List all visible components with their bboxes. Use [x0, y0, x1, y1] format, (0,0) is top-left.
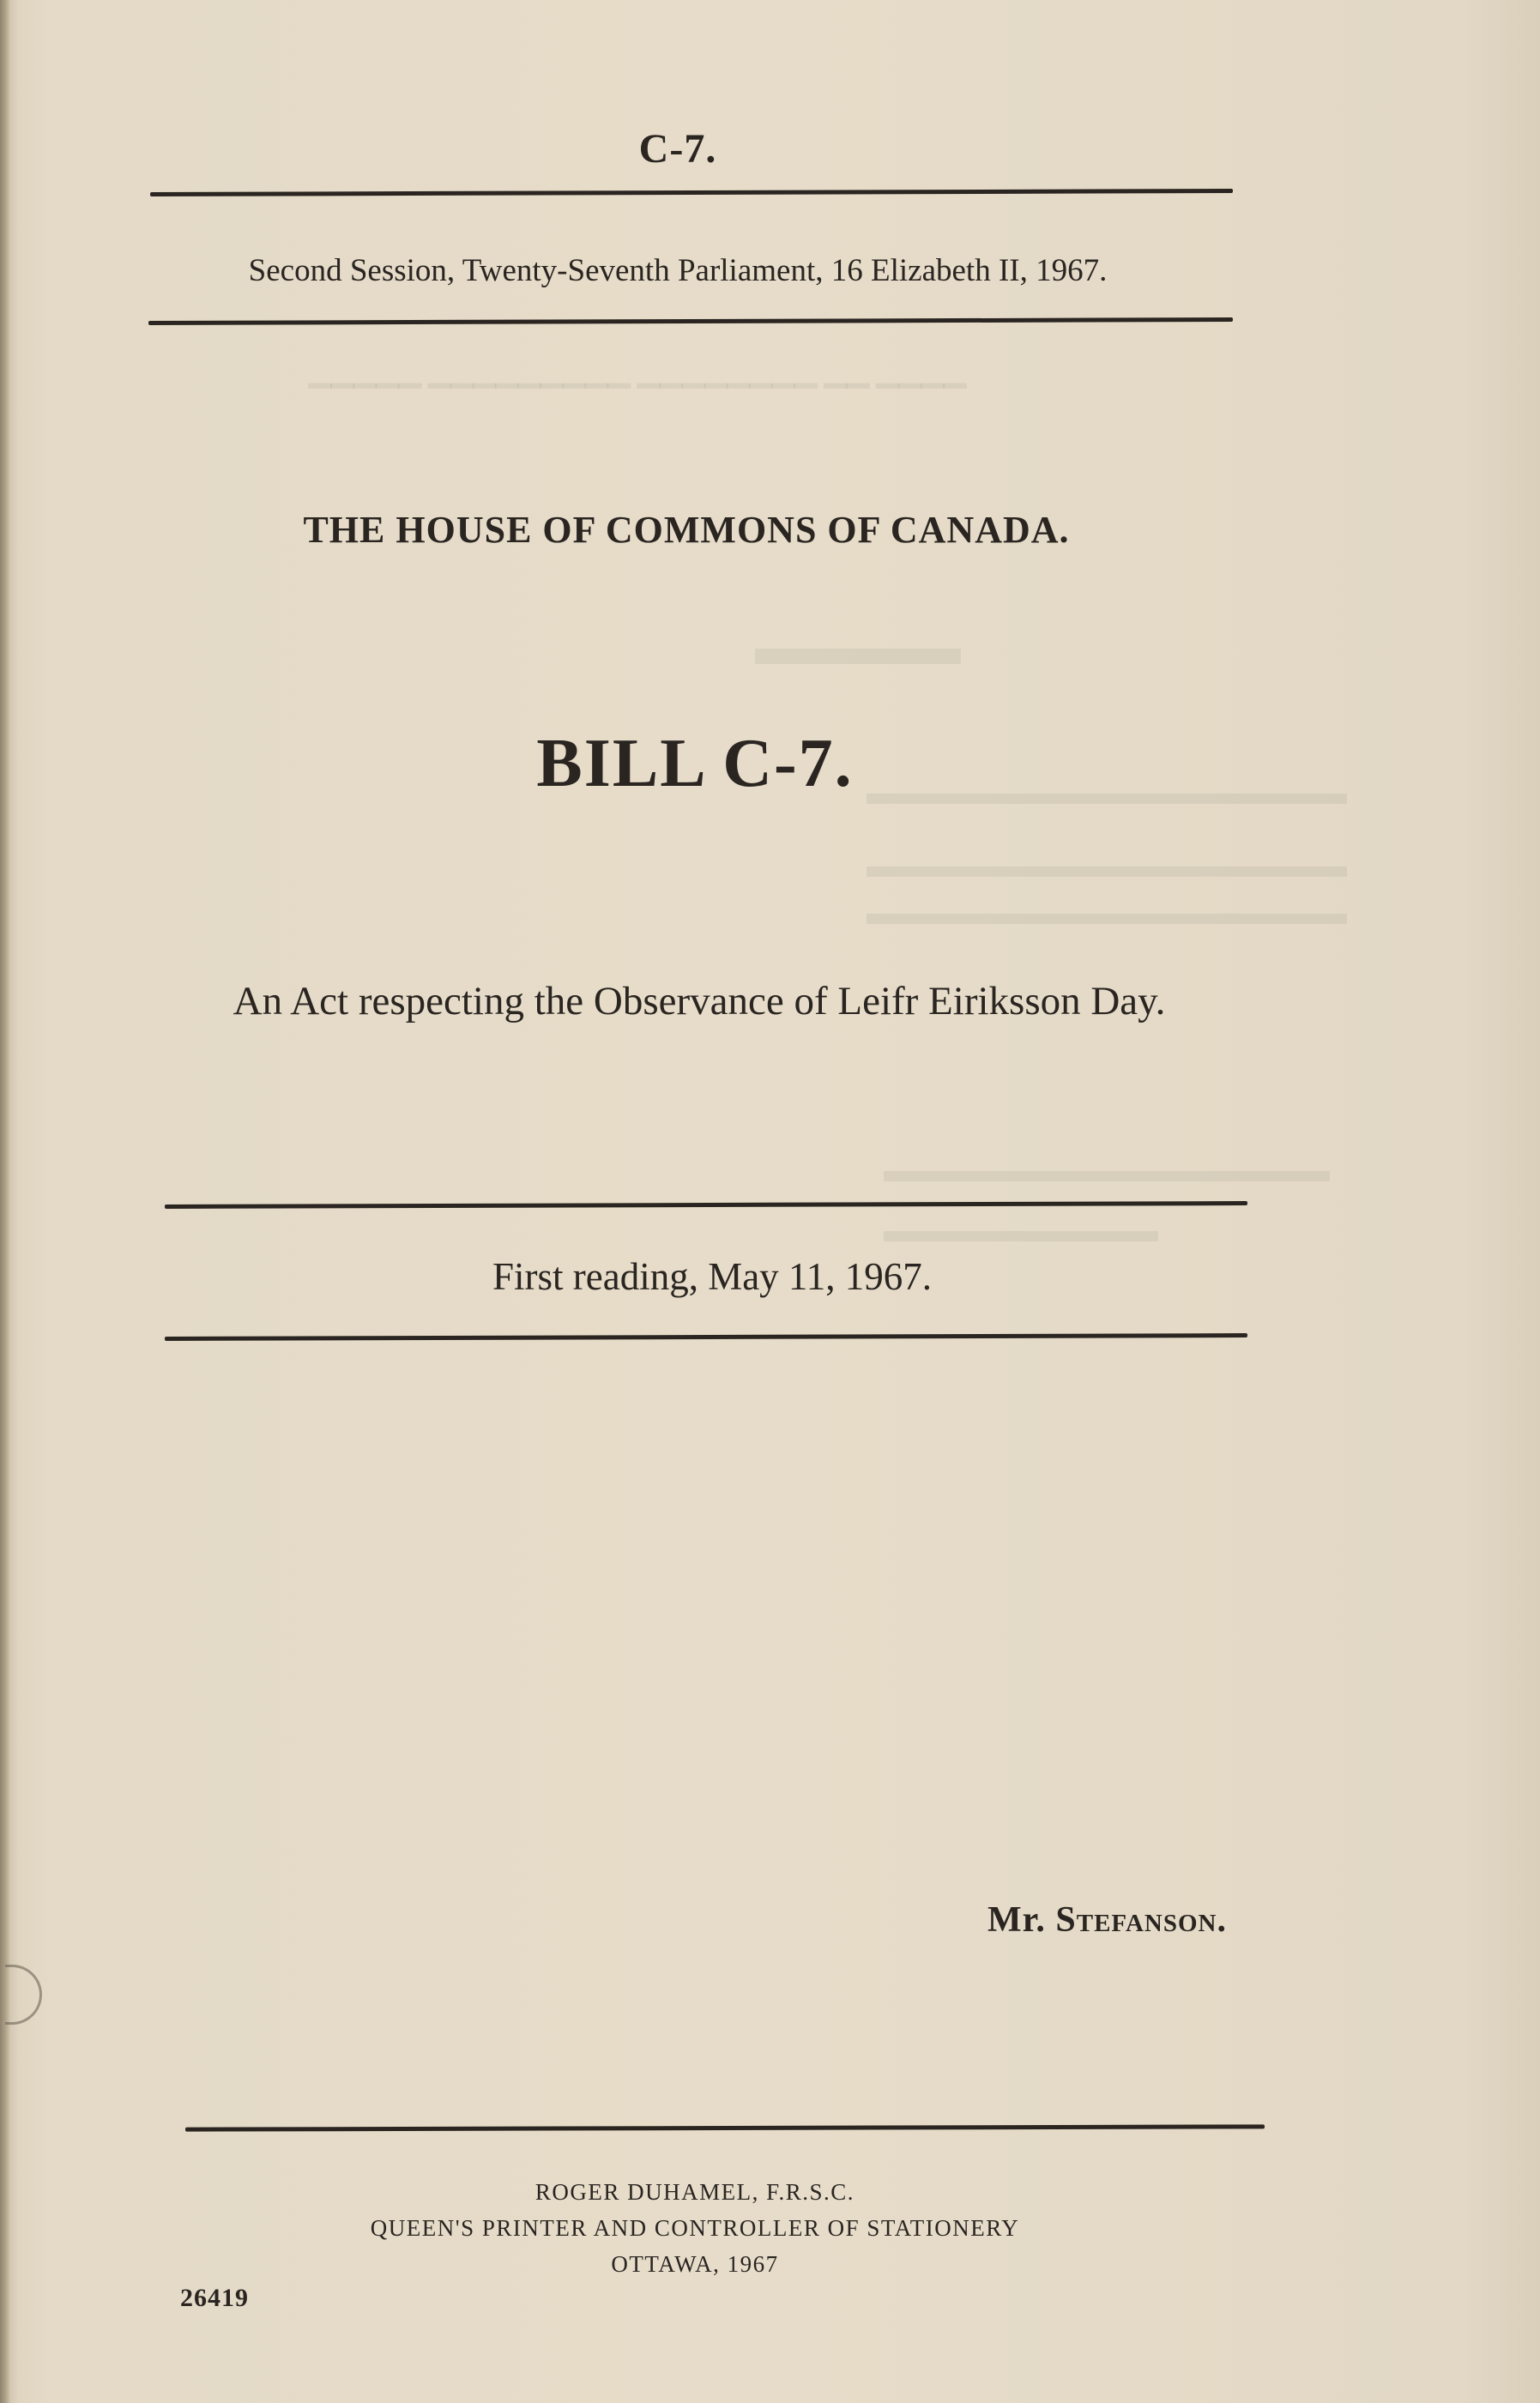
imprint-printer-name: ROGER DUHAMEL, F.R.S.C. [534, 2179, 855, 2205]
show-through-text: ▬▬▬▬▬▬▬▬▬▬▬▬▬▬ [867, 846, 1347, 885]
reading-bottom-rule [165, 1333, 1247, 1341]
bill-title: BILL C-7. [536, 726, 854, 801]
session-line: Second Session, Twenty-Seventh Parliament, 16 Elizabeth II, 1967. [248, 253, 1108, 288]
sponsor-name: Stefanson. [1055, 1900, 1227, 1940]
reading-top-rule [165, 1201, 1247, 1209]
print-code: 26419 [180, 2284, 249, 2312]
imprint-printer-title: QUEEN'S PRINTER AND CONTROLLER OF STATIONERY [370, 2215, 1020, 2241]
show-through-text: ▬▬▬▬▬▬▬▬▬▬▬▬▬▬ [867, 893, 1347, 932]
header-bill-number: C-7. [638, 126, 717, 172]
sponsor-prefix: Mr. [987, 1900, 1046, 1940]
show-through-text: ▬▬▬▬▬▬▬▬ [884, 1211, 1158, 1249]
show-through-text: ▬▬▬▬ [755, 619, 961, 675]
header-top-rule [150, 189, 1233, 196]
imprint-rule [185, 2124, 1265, 2131]
binding-hole [5, 1965, 42, 2025]
first-reading-line: First reading, May 11, 1967. [492, 1255, 933, 1298]
house-heading: THE HOUSE OF COMMONS OF CANADA. [303, 509, 1070, 551]
imprint-block [257, 2174, 1132, 2282]
act-title: An Act respecting the Observance of Leifr Eiriksson Day. [233, 979, 1166, 1023]
header-bottom-rule [148, 317, 1233, 325]
binding-edge [0, 0, 10, 2403]
show-through-text: ▬▬▬▬▬▬▬▬▬▬▬▬▬ [884, 1150, 1330, 1189]
imprint-place-year: OTTAWA, 1967 [611, 2251, 779, 2277]
sponsor-line [892, 1899, 1227, 1941]
show-through-text: ▬▬▬▬▬▬▬▬▬▬▬▬▬▬ [867, 773, 1347, 812]
show-through-text: ▔▔▔▔▔ ▔▔▔▔▔▔▔▔▔ ▔▔▔▔▔▔▔▔ ▔▔ ▔▔▔▔ [309, 386, 967, 418]
